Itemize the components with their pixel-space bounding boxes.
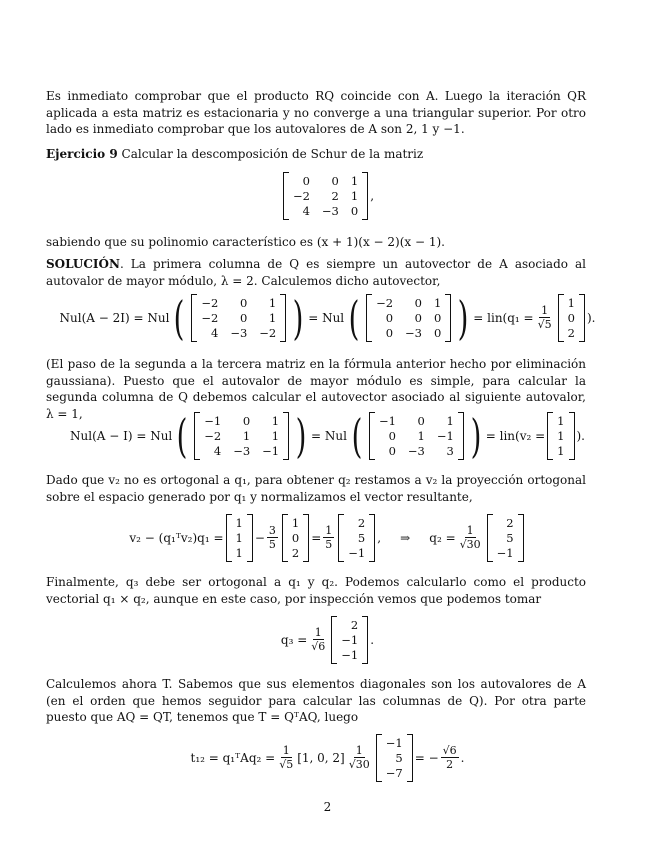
eq3-equals: = <box>311 531 322 545</box>
fraction-numerator: 1 <box>325 524 333 537</box>
matrix-cell: 0 <box>331 174 339 188</box>
matrix-cell: 0 <box>388 429 396 443</box>
paragraph-characteristic: sabiendo que su polinomio característico es (x + 1)(x − 2)(x − 1). <box>46 235 445 249</box>
matrix-cell: −2 <box>259 326 277 340</box>
equation-q2 <box>0 514 655 562</box>
eq3-vector-3 <box>338 514 375 562</box>
paragraph-q3: Finalmente, q₃ debe ser ortogonal a q₁ y q₂. Podemos calcularlo como el producto vectorial q₁ × q₂, aunque en este caso, por inspección vemos que podemos tomar <box>46 575 586 606</box>
fraction-denominator: √5 <box>537 318 552 331</box>
eq5-equals: = − <box>414 751 439 765</box>
matrix-cell: 0 <box>239 296 248 310</box>
eq1-mid: = Nul <box>308 311 345 325</box>
matrix-cell: −3 <box>230 326 248 340</box>
matrix-cell: 0 <box>434 326 442 340</box>
eq5-row-vector: [1, 0, 2] <box>297 751 345 765</box>
vector-cell: −1 <box>385 736 403 750</box>
paragraph-orthogonal: Dado que v₂ no es ortogonal a q₁, para obtener q₂ restamos a v₂ la proyección ortogonal sobre el espacio generado por q₁ y normalizamos el vector resultante, <box>46 473 586 504</box>
vector-cell: 2 <box>567 326 575 340</box>
eq5-vector <box>376 734 413 782</box>
matrix-cell: 0 <box>414 311 422 325</box>
vector-cell: −1 <box>496 546 514 560</box>
exercise-label: Ejercicio 9 <box>46 147 118 161</box>
matrix-cell: 0 <box>239 311 248 325</box>
exercise-statement <box>46 146 586 163</box>
matrix-cell: 1 <box>271 414 280 428</box>
vector-cell: 2 <box>357 516 366 530</box>
solution-text: . La primera columna de Q es siempre un autovector de A asociado al autovalor de mayor módulo, λ = 2. Calculemos dicho autovector, <box>46 257 586 288</box>
fraction-numerator: 1 <box>282 744 290 757</box>
matrix-cell: 4 <box>213 444 222 458</box>
equation-matrix-a <box>0 172 655 220</box>
eq1-fraction <box>536 305 554 331</box>
fraction-denominator: √5 <box>279 758 294 771</box>
matrix-cell: 1 <box>271 429 280 443</box>
eq1-vector <box>558 294 585 342</box>
paragraph-intro: Es inmediato comprobar que el producto RQ coincide con A. Luego la iteración QR aplicada a esta matriz es estacionaria y no converge a una triangular superior. Por otro lado es inmediato comprobar que los autovalores de A son 2, 1 y −1. <box>46 89 586 136</box>
matrix-cell: 0 <box>302 174 310 188</box>
equation-nul-a-i: Nul(A − I) = Nul ( −1 0 1 −2 1 1 4 −3 −1 ) = Nul ( −1 0 1 0 1 −1 0 −3 3 ) = lin(v₂ = 1 1 1 ). <box>70 409 585 463</box>
matrix-cell: −2 <box>201 296 219 310</box>
fraction-numerator: 1 <box>466 524 474 537</box>
eq2-lin: = lin(v₂ = <box>485 429 546 443</box>
vector-cell: 1 <box>557 429 565 443</box>
matrix-cell: 1 <box>268 296 277 310</box>
matrix-a-comma: , <box>370 189 375 203</box>
eq3-minus: − <box>254 531 265 545</box>
fraction-denominator: √6 <box>311 640 326 653</box>
fraction-denominator: 5 <box>268 538 276 551</box>
eq2-end: ). <box>576 429 585 443</box>
eq5-lhs: t₁₂ = q₁ᵀAq₂ = <box>190 751 276 765</box>
eq2-lhs: Nul(A − I) = Nul <box>70 429 173 443</box>
vector-cell: 1 <box>291 516 300 530</box>
matrix-cell: 0 <box>242 414 251 428</box>
matrix-cell: 0 <box>434 311 442 325</box>
eq2-mid: = Nul <box>311 429 347 443</box>
vector-cell: 0 <box>291 531 300 545</box>
vector-cell: 1 <box>567 296 575 310</box>
eq3-vector-4 <box>487 514 524 562</box>
eq4-vector <box>331 616 368 664</box>
matrix-cell: 1 <box>434 296 442 310</box>
exercise-text: Calcular la descomposición de Schur de la matriz <box>117 147 424 161</box>
equation-t12 <box>0 734 655 782</box>
fraction-denominator: √30 <box>348 758 370 771</box>
fraction-denominator: 2 <box>446 758 454 771</box>
eq1-lhs: Nul(A − 2I) = Nul <box>59 311 170 325</box>
fraction-numerator: 1 <box>355 744 363 757</box>
eq5-end: . <box>460 751 465 765</box>
matrix-cell: 1 <box>350 189 359 203</box>
eq3-separator: , ⇒ q₂ = <box>377 531 456 545</box>
matrix-cell: −2 <box>376 296 394 310</box>
eq5-fraction-1 <box>277 745 295 771</box>
vector-cell: 5 <box>357 531 366 545</box>
eq1-matrix-2 <box>366 294 451 342</box>
paragraph-t: Calculemos ahora T. Sabemos que sus elementos diagonales son los autovalores de A (en el orden que hemos seguidor para calcular las columnas de Q). Por otra parte puesto que AQ = QT, tenemos que T = QᵀAQ, luego <box>46 677 586 724</box>
eq4-end: . <box>370 633 375 647</box>
matrix-cell: −2 <box>292 189 310 203</box>
vector-cell: 5 <box>506 531 514 545</box>
eq3-fraction-3 <box>458 525 483 551</box>
eq2-matrix-1 <box>194 412 289 460</box>
eq4-lhs: q₃ = <box>280 633 308 647</box>
eq3-vector-1 <box>226 514 253 562</box>
matrix-cell: 0 <box>385 311 394 325</box>
matrix-cell: 2 <box>331 189 339 203</box>
matrix-cell: 1 <box>446 414 454 428</box>
fraction-numerator: 1 <box>314 626 322 639</box>
fraction-numerator: 3 <box>268 524 276 537</box>
matrix-cell: 1 <box>242 429 251 443</box>
matrix-cell: −2 <box>201 311 219 325</box>
matrix-cell: −3 <box>321 204 339 218</box>
matrix-cell: −2 <box>204 429 222 443</box>
vector-cell: 1 <box>235 531 243 545</box>
eq2-vector <box>547 412 574 460</box>
vector-cell: 1 <box>235 516 243 530</box>
eq5-fraction-2 <box>347 745 372 771</box>
matrix-cell: 3 <box>446 444 454 458</box>
matrix-cell: 0 <box>350 204 359 218</box>
vector-cell: 5 <box>395 751 403 765</box>
eq3-fraction-1 <box>267 525 278 551</box>
vector-cell: −1 <box>348 546 366 560</box>
matrix-cell: 0 <box>417 414 425 428</box>
equation-q3 <box>0 616 655 664</box>
matrix-cell: −3 <box>233 444 251 458</box>
eq1-matrix-1 <box>191 294 286 342</box>
eq1-lin: = lin(q₁ = <box>473 311 534 325</box>
vector-cell: 1 <box>557 444 565 458</box>
eq5-fraction-3 <box>441 745 459 771</box>
matrix-cell: 4 <box>302 204 310 218</box>
matrix-cell: 4 <box>211 326 219 340</box>
solution-label: SOLUCIÓN <box>46 257 120 271</box>
vector-cell: −1 <box>341 633 359 647</box>
vector-cell: −7 <box>385 766 403 780</box>
solution-paragraph <box>46 256 586 289</box>
matrix-cell: 1 <box>268 311 277 325</box>
vector-cell: 1 <box>557 414 565 428</box>
eq2-matrix-2 <box>369 412 464 460</box>
matrix-cell: −1 <box>204 414 222 428</box>
matrix-cell: −1 <box>436 429 454 443</box>
matrix-cell: 1 <box>350 174 359 188</box>
matrix-cell: −1 <box>262 444 280 458</box>
matrix-a <box>283 172 368 220</box>
fraction-denominator: 5 <box>325 538 333 551</box>
matrix-cell: 0 <box>388 444 396 458</box>
vector-cell: 2 <box>506 516 514 530</box>
matrix-cell: −1 <box>378 414 396 428</box>
vector-cell: 0 <box>567 311 575 325</box>
fraction-numerator: 1 <box>541 304 549 317</box>
eq4-fraction <box>309 627 327 653</box>
equation-nul-a-2i: Nul(A − 2I) = Nul ( −2 0 1 −2 0 1 4 −3 −2 ) = Nul ( −2 0 1 0 0 0 0 −3 0 ) = lin(q₁ = $\frac{1}{√5}$ 1 0 2 ). <box>59 291 596 345</box>
paragraph-gaussian: (El paso de la segunda a la tercera matriz en la fórmula anterior hecho por eliminación gaussiana). Puesto que el autovalor de mayor módulo es simple, para calcular la segunda columna de Q debemos calcular el autovector asociado al siguiente autovalor, λ = 1, <box>46 357 586 421</box>
page-number: 2 <box>323 800 332 814</box>
fraction-denominator: √30 <box>459 538 481 551</box>
vector-cell: 1 <box>235 546 243 560</box>
eq3-fraction-2 <box>323 525 334 551</box>
matrix-cell: 1 <box>417 429 425 443</box>
matrix-cell: −3 <box>407 444 425 458</box>
eq1-end: ). <box>586 311 596 325</box>
matrix-cell: 0 <box>414 296 422 310</box>
vector-cell: 2 <box>350 618 359 632</box>
eq3-lhs: v₂ − (q₁ᵀv₂)q₁ = <box>129 531 224 545</box>
fraction-numerator: √6 <box>442 744 457 757</box>
matrix-cell: −3 <box>405 326 422 340</box>
matrix-cell: 0 <box>385 326 394 340</box>
eq3-vector-2 <box>282 514 309 562</box>
vector-cell: −1 <box>341 648 359 662</box>
vector-cell: 2 <box>291 546 300 560</box>
